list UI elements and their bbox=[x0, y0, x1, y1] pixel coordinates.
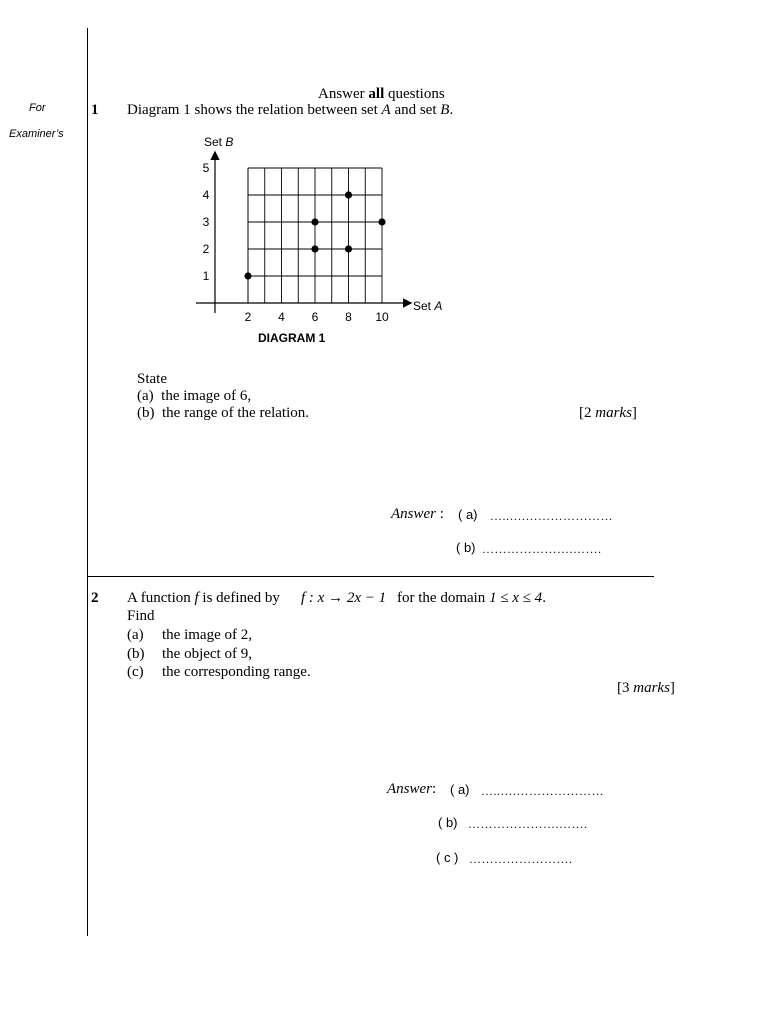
x-tick-label: 6 bbox=[311, 310, 319, 324]
q2-answer-a-field[interactable]: …..….………………… bbox=[481, 784, 604, 798]
x-label-prefix: Set bbox=[413, 299, 435, 313]
q2-answer-b-label: ( b) bbox=[438, 815, 458, 830]
q2-marks bbox=[617, 680, 675, 697]
heading-post: questions bbox=[384, 86, 445, 102]
q1-part-a bbox=[137, 388, 251, 405]
q1-number: 1 bbox=[91, 102, 99, 118]
q2-answer-c-field[interactable]: ……………………. bbox=[469, 852, 573, 866]
x-axis-label bbox=[413, 299, 442, 313]
q1-part-b-text: the range of the relation. bbox=[162, 405, 310, 421]
relation-point bbox=[244, 272, 251, 279]
q1-answer-b-label: ( b) bbox=[456, 540, 476, 555]
y-tick-label: 1 bbox=[202, 269, 210, 283]
q1-intro-pre: Diagram 1 shows the relation between set bbox=[127, 102, 382, 118]
y-tick-label: 3 bbox=[202, 215, 210, 229]
q2-answer-b-field[interactable]: ………………….……. bbox=[468, 817, 588, 831]
q2-marks-word: marks bbox=[633, 680, 670, 696]
q1-marks bbox=[579, 405, 637, 422]
x-tick-label: 8 bbox=[345, 310, 352, 324]
relation-point bbox=[311, 245, 318, 252]
q1-marks-word: marks bbox=[595, 405, 632, 421]
q2-domain-pre: for the domain bbox=[397, 590, 490, 606]
q2-intro bbox=[127, 590, 280, 607]
q1-state: State bbox=[137, 371, 167, 387]
q2-part-b bbox=[127, 646, 145, 663]
q2-formula-f: f bbox=[301, 590, 306, 606]
y-tick-label: 4 bbox=[202, 188, 210, 202]
relation-point bbox=[378, 218, 385, 225]
q1-answer-colon: : bbox=[436, 506, 444, 522]
y-tick-labels bbox=[203, 161, 210, 283]
q1-part-a-text: the image of 6, bbox=[161, 388, 252, 404]
x-label-var: A bbox=[434, 299, 443, 313]
q2-answer-word: Answer bbox=[387, 781, 432, 797]
q2-formula-rest: : x → 2x − 1 bbox=[305, 590, 387, 606]
y-label-var: B bbox=[225, 135, 234, 149]
q1-marks-num: [2 bbox=[579, 405, 596, 421]
q1-answer-a-field[interactable]: …..….………………… bbox=[490, 509, 613, 523]
q1-answer-a-label: ( a) bbox=[458, 507, 478, 522]
q2-part-a-text: the image of 2, bbox=[162, 627, 252, 643]
q2-marks-close: ] bbox=[669, 680, 675, 696]
x-tick-label: 4 bbox=[278, 310, 285, 324]
q1-set-b: B bbox=[440, 102, 450, 118]
y-axis-label bbox=[204, 135, 233, 149]
x-tick-label: 10 bbox=[375, 310, 389, 324]
q1-set-a: A bbox=[381, 102, 391, 118]
relation-point bbox=[311, 218, 318, 225]
q2-intro-pre: A function bbox=[127, 590, 195, 606]
x-tick-labels bbox=[245, 310, 389, 324]
q2-fn: f bbox=[194, 590, 199, 606]
q2-answer-label bbox=[387, 781, 436, 798]
q2-formula bbox=[301, 590, 386, 607]
q1-part-a-label: (a) bbox=[137, 388, 154, 404]
q1-part-b-label: (b) bbox=[137, 405, 155, 421]
q2-find: Find bbox=[127, 608, 155, 624]
relation-diagram bbox=[0, 0, 768, 360]
diagram-caption: DIAGRAM 1 bbox=[258, 331, 326, 345]
q2-number: 2 bbox=[91, 590, 99, 606]
x-tick-label: 2 bbox=[244, 310, 252, 324]
q2-part-c bbox=[127, 664, 144, 681]
diagram-grid bbox=[248, 168, 382, 303]
q1-answer-word: Answer bbox=[391, 506, 436, 522]
q2-domain-expr: 1 ≤ x ≤ 4 bbox=[489, 590, 543, 606]
q1-intro-end: . bbox=[449, 102, 454, 118]
q1-answer-label bbox=[391, 506, 444, 523]
q2-part-a bbox=[127, 627, 144, 644]
y-tick-label: 5 bbox=[202, 161, 210, 175]
margin-label-for: For bbox=[29, 102, 46, 114]
q2-answer-colon: : bbox=[432, 781, 437, 797]
q2-part-b-label: (b) bbox=[127, 646, 145, 662]
q2-answer-c-label: ( c ) bbox=[436, 850, 459, 865]
relation-point bbox=[345, 191, 352, 198]
q2-marks-num: [3 bbox=[617, 680, 634, 696]
q2-part-b-text: the object of 9, bbox=[162, 646, 252, 662]
q2-part-a-label: (a) bbox=[127, 627, 144, 643]
q2-answer-a-label: ( a) bbox=[450, 782, 470, 797]
q2-part-c-label: (c) bbox=[127, 664, 144, 680]
margin-label-examiners: Examiner’s bbox=[9, 128, 64, 140]
q1-part-b bbox=[137, 405, 309, 422]
q2-domain-end: . bbox=[542, 590, 546, 606]
y-label-prefix: Set bbox=[204, 135, 226, 149]
q2-intro-mid: is defined by bbox=[198, 590, 280, 606]
q2-part-c-text: the corresponding range. bbox=[162, 664, 311, 680]
heading-bold: all bbox=[368, 86, 385, 102]
q1-answer-b-field[interactable]: ………………….……. bbox=[482, 542, 602, 556]
q2-domain bbox=[397, 590, 546, 607]
q1-intro-mid: and set bbox=[390, 102, 441, 118]
y-tick-label: 2 bbox=[202, 242, 210, 256]
heading-pre: Answer bbox=[318, 86, 369, 102]
q1-marks-close: ] bbox=[631, 405, 637, 421]
question-separator bbox=[88, 576, 654, 577]
relation-point bbox=[345, 245, 352, 252]
